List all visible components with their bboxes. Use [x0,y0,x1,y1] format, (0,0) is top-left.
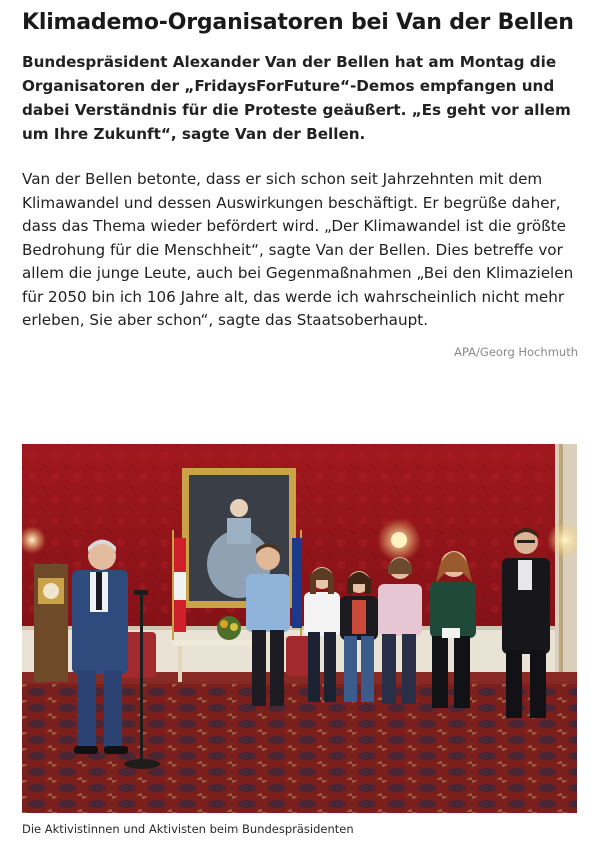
article [22,8,578,359]
photo-caption: Die Aktivistinnen und Aktivisten beim Bundespräsidenten [22,822,354,836]
article-body: Van der Bellen betonte, dass er sich schon seit Jahrzehnten mit dem Klimawandel und dessen Auswirkungen beschäftigt. Er begrüße daher, dass das Thema wieder befördert wird. „Der Klimawandel ist die größte Bedrohung für die Menschheit“, sagte Van der Bellen. Dies betreffe vor allem die junge Leute, auch bei Gegenmaßnahmen „Bei den Klimazielen für 2050 bin ich 106 Jahre alt, das werde ich wahrscheinlich nicht mehr erleben, Sie aber schon“, sagte das Staatsoberhaupt. [22,170,574,329]
photo-credit: APA/Georg Hochmuth [454,344,578,359]
article-lead: Bundespräsident Alexander Van der Bellen hat am Montag die Organisatoren der „FridaysForFuture“-Demos empfangen und dabei Verständnis für die Proteste geäußert. „Es geht vor allem um Ihre Zukunft“, sagte Van der Bellen. [22,53,571,143]
article-headline: Klimademo-Organisatoren bei Van der Bellen [22,10,574,35]
article-photo [22,444,577,813]
